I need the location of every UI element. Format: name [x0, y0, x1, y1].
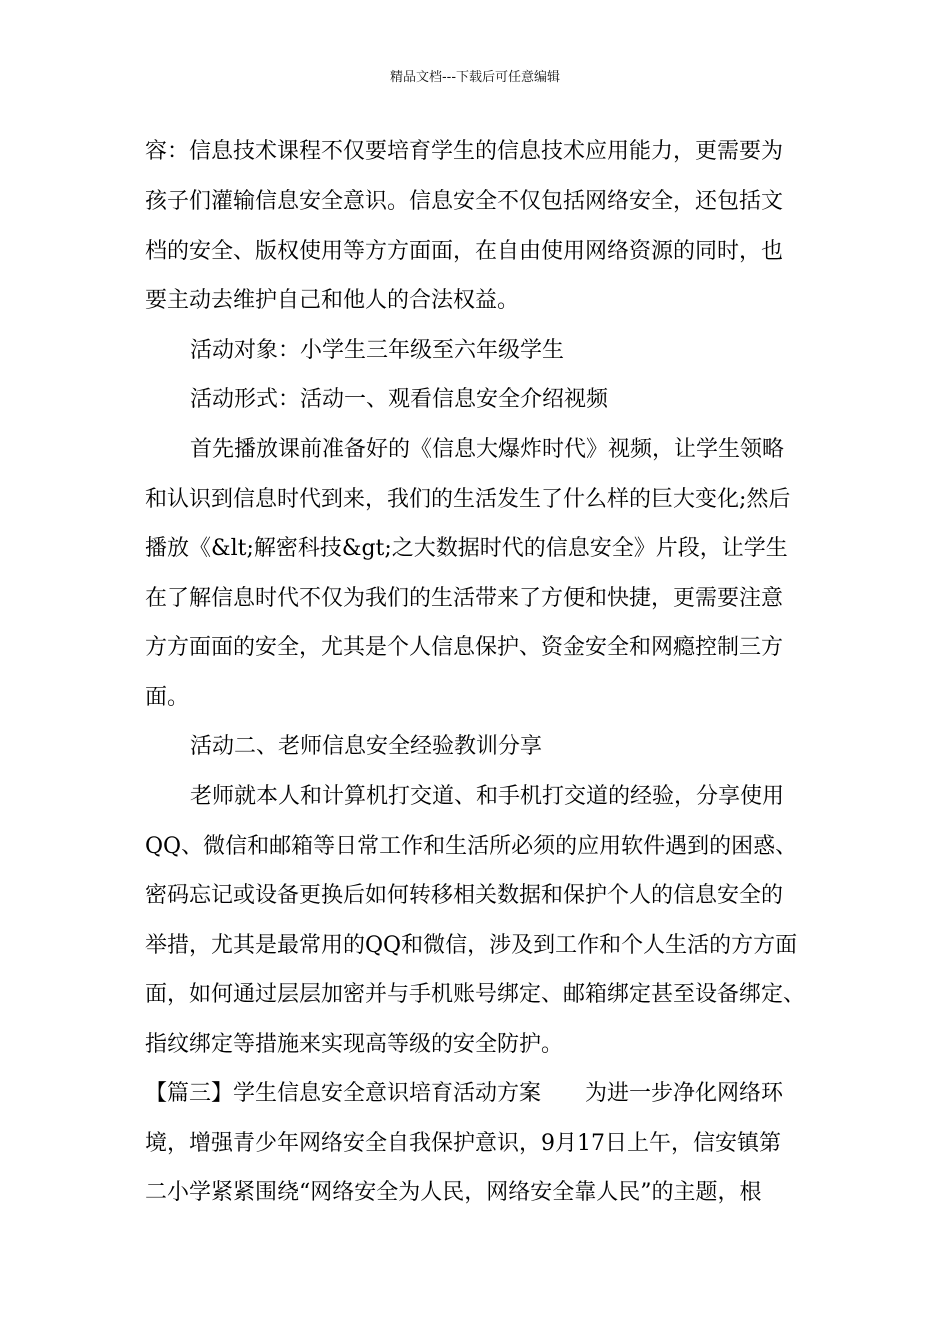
text-line: 老师就本人和计算机打交道、和手机打交道的经验，分享使用 [190, 784, 785, 809]
text-line: 境，增强青少年网络安全自我保护意识，9月17日上午，信安镇第 [145, 1131, 781, 1156]
text-line: 播放《&lt;解密科技&gt;之大数据时代的信息安全》片段，让学生 [145, 536, 788, 561]
text-line: 【篇三】学生信息安全意识培育活动方案 为进一步净化网络环 [145, 1081, 784, 1106]
text-line: 和认识到信息时代到来，我们的生活发生了什么样的巨大变化;然后 [145, 487, 791, 512]
text-line: 活动对象：小学生三年级至六年级学生 [190, 338, 565, 363]
text-line: 密码忘记或设备更换后如何转移相关数据和保护个人的信息安全的 [145, 883, 784, 908]
text-line: 要主动去维护自己和他人的合法权益。 [145, 288, 520, 313]
text-line: 孩子们灌输信息安全意识。信息安全不仅包括网络安全，还包括文 [145, 189, 784, 214]
text-line: 在了解信息时代不仅为我们的生活带来了方便和快捷，更需要注意 [145, 586, 784, 611]
page-header: 精品文档---下载后可任意编辑 [389, 70, 561, 85]
text-line: 方方面面的安全，尤其是个人信息保护、资金安全和网瘾控制三方 [145, 635, 784, 660]
text-line: 举措，尤其是最常用的QQ和微信，涉及到工作和个人生活的方方面 [145, 933, 798, 958]
text-line: 二小学紧紧围绕“网络安全为人民，网络安全靠人民”的主题，根 [145, 1180, 762, 1205]
text-line: 指纹绑定等措施来实现高等级的安全防护。 [145, 1032, 564, 1057]
text-line: 活动二、老师信息安全经验教训分享 [190, 734, 543, 759]
text-line: 档的安全、版权使用等方方面面，在自由使用网络资源的同时，也 [145, 239, 784, 264]
text-line: 首先播放课前准备好的《信息大爆炸时代》视频，让学生领略 [190, 437, 785, 462]
text-line: 容：信息技术课程不仅要培育学生的信息技术应用能力，更需要为 [145, 139, 784, 164]
text-line: 面。 [145, 685, 190, 710]
text-line: 活动形式：活动一、观看信息安全介绍视频 [190, 387, 609, 412]
text-line: QQ、微信和邮箱等日常工作和生活所必须的应用软件遇到的困惑、 [145, 834, 798, 859]
text-line: 面，如何通过层层加密并与手机账号绑定、邮箱绑定甚至设备绑定、 [145, 982, 806, 1007]
